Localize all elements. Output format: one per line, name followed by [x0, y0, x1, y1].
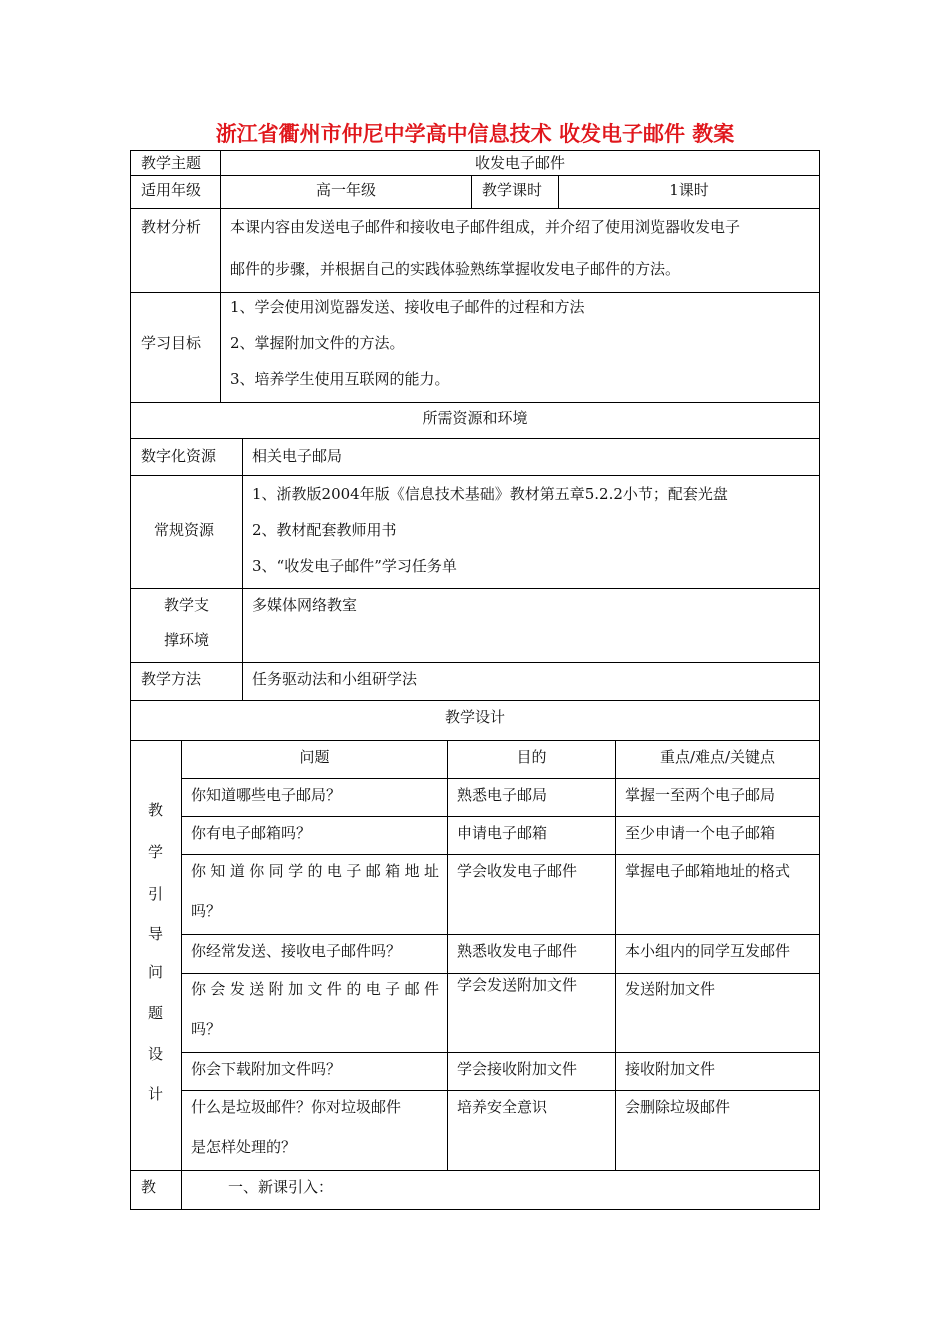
question-cell: 你会下载附加文件吗？ [191, 1060, 342, 1078]
question-cell-continued: 吗？ [191, 1020, 222, 1038]
regular-resource-item: 1、浙教版2004年版《信息技术基础》教材第五章5.2.2小节；配套光盘 [252, 485, 728, 503]
method-value: 任务驱动法和小组研学法 [252, 670, 418, 688]
grade-label: 适用年级 [141, 181, 202, 199]
process-label: 教 [141, 1178, 157, 1196]
regular-resources-label: 常规资源 [154, 521, 215, 539]
key-point-cell: 发送附加文件 [625, 980, 716, 998]
key-point-cell: 会删除垃圾邮件 [625, 1098, 731, 1116]
design-side-label-char: 计 [148, 1085, 164, 1103]
process-first-line: 一、新课引入： [228, 1178, 334, 1196]
support-value: 多媒体网络教室 [252, 596, 358, 614]
goal-cell: 学会收发电子邮件 [457, 862, 578, 880]
design-side-label-char: 设 [148, 1045, 164, 1063]
question-cell: 你知道你同学的电子邮箱地址 [191, 862, 439, 880]
goal-item: 1、学会使用浏览器发送、接收电子邮件的过程和方法 [230, 298, 585, 316]
design-header: 教学设计 [444, 708, 505, 726]
topic-value: 收发电子邮件 [474, 154, 565, 172]
hours-value: 1课时 [669, 181, 709, 199]
question-cell: 你知道哪些电子邮局？ [191, 786, 342, 804]
digital-resources-label: 数字化资源 [141, 447, 217, 465]
design-side-label-char: 题 [148, 1004, 164, 1022]
document-title: 浙江省衢州市仲尼中学高中信息技术 收发电子邮件 教案 [215, 122, 735, 146]
question-cell-continued: 是怎样处理的？ [191, 1138, 297, 1156]
support-label-line-2: 撑环境 [164, 631, 210, 649]
grade-value: 高一年级 [315, 181, 376, 199]
key-point-cell: 至少申请一个电子邮箱 [625, 824, 776, 842]
regular-resource-item: 2、教材配套教师用书 [252, 521, 397, 539]
analysis-line-1: 本课内容由发送电子邮件和接收电子邮件组成，并介绍了使用浏览器收发电子 [230, 218, 741, 236]
goal-cell: 培养安全意识 [457, 1098, 548, 1116]
method-label: 教学方法 [141, 670, 202, 688]
column-header-key: 重点/难点/关键点 [659, 748, 776, 766]
question-cell-continued: 吗？ [191, 902, 222, 920]
design-side-label-char: 教 [148, 801, 164, 819]
column-header-goal: 目的 [516, 748, 547, 766]
design-side-label-char: 学 [148, 843, 164, 861]
question-cell: 你经常发送、接收电子邮件吗？ [191, 942, 402, 960]
design-side-label-char: 引 [148, 885, 164, 903]
goal-item: 3、培养学生使用互联网的能力。 [230, 370, 450, 388]
support-label-line-1: 教学支 [164, 596, 210, 614]
goal-cell: 申请电子邮箱 [457, 824, 548, 842]
question-cell: 什么是垃圾邮件？你对垃圾邮件 [191, 1098, 402, 1116]
resources-header: 所需资源和环境 [422, 409, 528, 427]
topic-label: 教学主题 [141, 154, 202, 172]
hours-label: 教学课时 [482, 181, 543, 199]
design-side-label-char: 导 [148, 925, 164, 943]
goal-cell: 熟悉电子邮局 [457, 786, 548, 804]
goal-item: 2、掌握附加文件的方法。 [230, 334, 405, 352]
goal-cell: 学会接收附加文件 [457, 1060, 578, 1078]
question-cell: 你会发送附加文件的电子邮件 [191, 980, 439, 998]
digital-resources-value: 相关电子邮局 [252, 447, 343, 465]
question-cell: 你有电子邮箱吗？ [191, 824, 312, 842]
column-header-question: 问题 [299, 748, 330, 766]
regular-resource-item: 3、“收发电子邮件”学习任务单 [252, 557, 457, 575]
goal-cell: 熟悉收发电子邮件 [457, 942, 578, 960]
key-point-cell: 掌握电子邮箱地址的格式 [625, 862, 791, 880]
analysis-line-2: 邮件的步骤，并根据自己的实践体验熟练掌握收发电子邮件的方法。 [230, 260, 681, 278]
key-point-cell: 掌握一至两个电子邮局 [625, 786, 776, 804]
goals-label: 学习目标 [141, 334, 202, 352]
analysis-label: 教材分析 [141, 218, 202, 236]
goal-cell: 学会发送附加文件 [457, 976, 578, 994]
design-side-label-char: 问 [148, 963, 164, 981]
key-point-cell: 本小组内的同学互发邮件 [625, 942, 791, 960]
key-point-cell: 接收附加文件 [625, 1060, 716, 1078]
